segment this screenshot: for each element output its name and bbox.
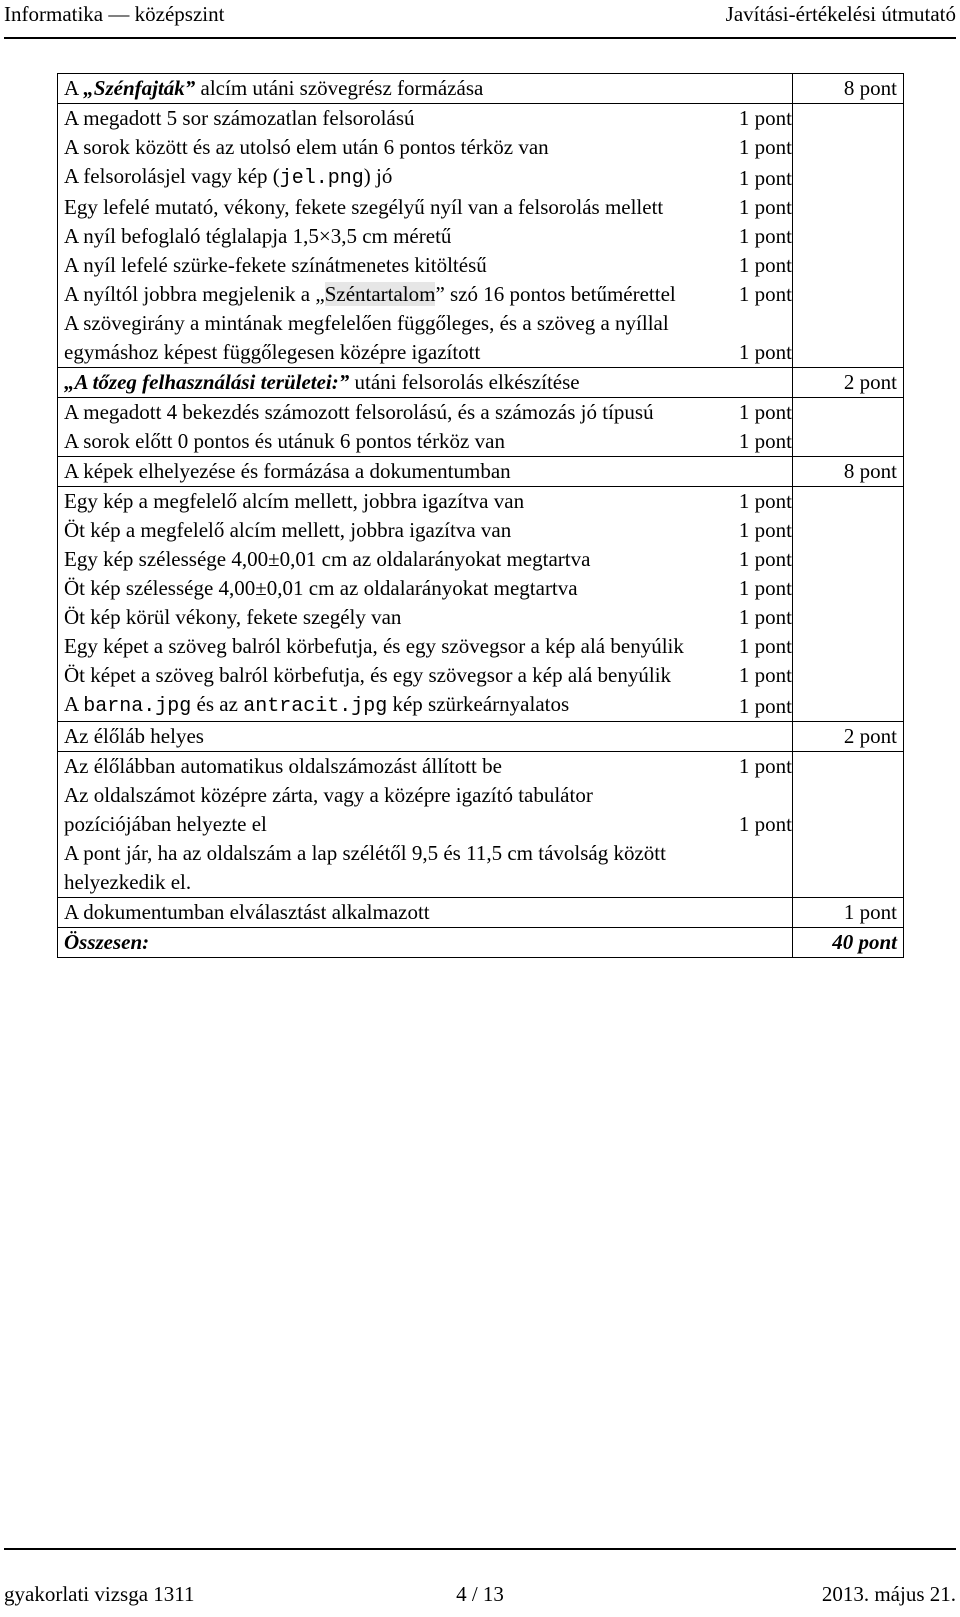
criterion-text: A megadott 5 sor számozatlan felsorolású xyxy=(58,104,697,134)
section-title: „A tőzeg felhasználási területei:” utáni felsorolás elkészítése xyxy=(58,368,793,398)
criterion-text: Az élőlábban automatikus oldalszámozást állított be xyxy=(58,752,697,782)
criterion-text: A nyíltól jobbra megjelenik a „Széntartalom” szó 16 pontos betűmérettel xyxy=(58,280,697,309)
criterion-points: 1 pont xyxy=(738,663,792,687)
section-header-row xyxy=(58,898,904,928)
criterion-text: A felsorolásjel vagy kép (jel.png) jó xyxy=(58,162,697,193)
criterion-points: 1 pont xyxy=(738,547,792,571)
criterion-row xyxy=(58,632,904,661)
criterion-points: 1 pont xyxy=(738,166,792,190)
section-header-row xyxy=(58,722,904,752)
section-points: 2 pont xyxy=(793,368,904,398)
total-points: 40 pont xyxy=(793,928,904,958)
header-rule xyxy=(4,37,956,39)
filename: antracit.jpg xyxy=(243,695,388,718)
criterion-text: A sorok előtt 0 pontos és utánuk 6 pontos térköz van xyxy=(58,427,697,457)
criterion-note: A pont jár, ha az oldalszám a lap szélétől 9,5 és 11,5 cm távolság között helyezkedik el. xyxy=(58,839,697,898)
criterion-row xyxy=(58,545,904,574)
section-points: 8 pont xyxy=(793,457,904,487)
section-title: A dokumentumban elválasztást alkalmazott xyxy=(58,898,793,928)
criterion-row xyxy=(58,133,904,162)
criterion-text: A szövegirány a mintának megfelelően függőleges, és a szöveg a nyíllal egymáshoz képest függőlegesen középre igazított xyxy=(58,309,697,368)
page-header xyxy=(4,0,956,30)
criterion-points: 1 pont xyxy=(738,400,792,424)
criterion-points: 1 pont xyxy=(738,195,792,219)
criterion-points: 1 pont xyxy=(738,518,792,542)
section-title: Az élőláb helyes xyxy=(58,722,793,752)
criterion-text: Öt kép a megfelelő alcím mellett, jobbra igazítva van xyxy=(58,516,697,545)
criterion-row xyxy=(58,516,904,545)
criterion-points: 1 pont xyxy=(738,253,792,277)
criterion-text: Öt képet a szöveg balról körbefutja, és egy szövegsor a kép alá benyúlik xyxy=(58,661,697,690)
criterion-points: 1 pont xyxy=(738,340,792,364)
criterion-row xyxy=(58,690,904,722)
criterion-row xyxy=(58,222,904,251)
section-header-row xyxy=(58,368,904,398)
scoring-table xyxy=(57,73,904,958)
criterion-points: 1 pont xyxy=(738,106,792,130)
section-points: 1 pont xyxy=(793,898,904,928)
criterion-row xyxy=(58,193,904,222)
criterion-text: Egy kép szélessége 4,00±0,01 cm az oldalarányokat megtartva xyxy=(58,545,697,574)
section-points: 2 pont xyxy=(793,722,904,752)
criterion-row xyxy=(58,661,904,690)
criterion-points: 1 pont xyxy=(738,634,792,658)
criterion-text: Öt kép körül vékony, fekete szegély van xyxy=(58,603,697,632)
criterion-row xyxy=(58,487,904,517)
criterion-row xyxy=(58,752,904,782)
criterion-points: 1 pont xyxy=(738,605,792,629)
section-header-row xyxy=(58,74,904,104)
footer-rule xyxy=(4,1548,956,1550)
criterion-points: 1 pont xyxy=(738,224,792,248)
page-number: 4 / 13 xyxy=(456,1582,504,1606)
criterion-points: 1 pont xyxy=(738,429,792,453)
filename: barna.jpg xyxy=(83,695,192,718)
criterion-text: A nyíl lefelé szürke-fekete színátmenetes kitöltésű xyxy=(58,251,697,280)
criterion-row xyxy=(58,574,904,603)
criterion-row xyxy=(58,104,904,134)
criterion-row xyxy=(58,839,904,898)
criterion-row xyxy=(58,162,904,193)
criterion-points: 1 pont xyxy=(738,812,792,836)
section-points: 8 pont xyxy=(793,74,904,104)
section-title: A „Szénfajták” alcím utáni szövegrész formázása xyxy=(58,74,793,104)
total-label: Összesen: xyxy=(58,928,793,958)
criterion-points: 1 pont xyxy=(738,135,792,159)
footer-exam: gyakorlati vizsga 1311 xyxy=(4,1582,195,1606)
section-header-row xyxy=(58,457,904,487)
criterion-row xyxy=(58,603,904,632)
criterion-text: Egy kép a megfelelő alcím mellett, jobbra igazítva van xyxy=(58,487,697,517)
filename: jel.png xyxy=(279,167,364,190)
criterion-points: 1 pont xyxy=(738,754,792,778)
criterion-text: Egy képet a szöveg balról körbefutja, és egy szövegsor a kép alá benyúlik xyxy=(58,632,697,661)
criterion-row xyxy=(58,251,904,280)
header-subject: Informatika — középszint xyxy=(4,2,225,26)
section-title: A képek elhelyezése és formázása a dokumentumban xyxy=(58,457,793,487)
criterion-row xyxy=(58,398,904,428)
criterion-row xyxy=(58,309,904,368)
highlighted-word: Széntartalom xyxy=(324,282,436,306)
criterion-points: 1 pont xyxy=(738,282,792,306)
criterion-text: Az oldalszámot középre zárta, vagy a középre igazító tabulátor pozíciójában helyezte el xyxy=(58,781,697,839)
criterion-row xyxy=(58,781,904,839)
criterion-points: 1 pont xyxy=(738,694,792,718)
criterion-text: A barna.jpg és az antracit.jpg kép szürkeárnyalatos xyxy=(58,690,697,722)
criterion-text: A sorok között és az utolsó elem után 6 pontos térköz van xyxy=(58,133,697,162)
criterion-text: Egy lefelé mutató, vékony, fekete szegélyű nyíl van a felsorolás mellett xyxy=(58,193,697,222)
header-doc-type: Javítási-értékelési útmutató xyxy=(725,2,956,26)
total-row xyxy=(58,928,904,958)
criterion-points: 1 pont xyxy=(738,576,792,600)
criterion-row xyxy=(58,427,904,457)
criterion-row xyxy=(58,280,904,309)
criterion-text: A nyíl befoglaló téglalapja 1,5×3,5 cm méretű xyxy=(58,222,697,251)
page-footer xyxy=(4,1580,956,1610)
criterion-text: Öt kép szélessége 4,00±0,01 cm az oldalarányokat megtartva xyxy=(58,574,697,603)
footer-date: 2013. május 21. xyxy=(821,1582,956,1606)
criterion-points: 1 pont xyxy=(738,489,792,513)
criterion-text: A megadott 4 bekezdés számozott felsorolású, és a számozás jó típusú xyxy=(58,398,697,428)
